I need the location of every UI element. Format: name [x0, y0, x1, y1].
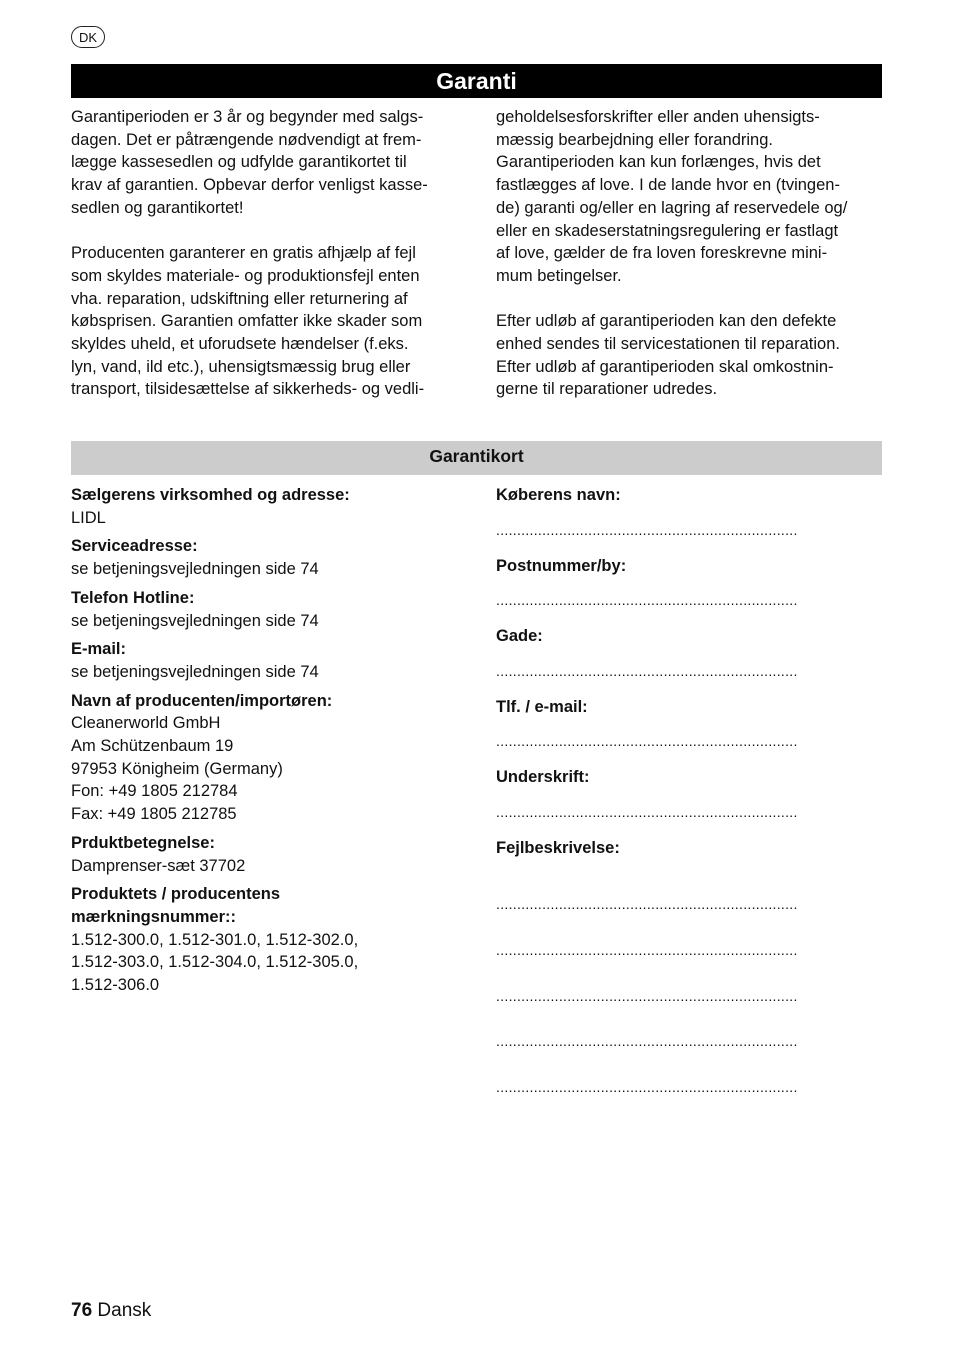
intro-paragraph: geholdelsesforskrifter eller anden uhensigts- mæssig bearbejdning eller forandring. Garantiperioden kan kun forlænges, hvis det fastlægges af love. I de lande hvor en (tvingen- de) garanti og/eller en lagring af reservedele og/ eller en skadeserstatningsregulering er fastlagt af love, gælder de fra loven foreskrevne mini- mum betingelser. [496, 108, 848, 285]
field-label: Serviceadresse: [71, 537, 198, 556]
intro-paragraph: Efter udløb af garantiperioden kan den defekte enhed sendes til servicestationen til reparation. Efter udløb af garantiperioden skal omkostnin- gerne til reparationer udredes. [496, 312, 840, 399]
fill-in-line[interactable]: ........................................................................ [496, 592, 798, 609]
fill-in-line[interactable]: ........................................................................ [496, 803, 798, 820]
seller-block [71, 832, 471, 877]
field-label: Underskrift: [496, 768, 590, 786]
buyer-form [496, 484, 882, 1099]
fill-in-line[interactable]: ........................................................................ [496, 896, 798, 913]
buyer-name-field [496, 484, 882, 555]
field-value: se betjeningsvejledningen side 74 [71, 560, 319, 579]
field-label: Postnummer/by: [496, 556, 627, 575]
seller-block [71, 883, 471, 997]
field-value: Damprenser-sæt 37702 [71, 856, 246, 875]
postcode-city-field [496, 555, 882, 626]
field-label: Telefon Hotline: [71, 588, 195, 607]
field-value: se betjeningsvejledningen side 74 [71, 662, 319, 681]
fill-in-line[interactable]: ........................................................................ [496, 733, 798, 750]
intro-paragraph: Producenten garanterer en gratis afhjælp af fejl som skyldes materiale- og produktionsfejl enten vha. reparation, udskiftning eller returnering af købsprisen. Garantien omfatter ikke skader som skyldes uheld, et uforudsete hændelser (f.eks. lyn, vand, ild etc.), uhensigtsmæssig brug eller transport, tilsidesættelse af sikkerheds- og vedli- [71, 244, 425, 399]
field-label: Produktets / producentens mærkningsnummer:: [71, 885, 281, 926]
country-badge: DK [71, 26, 105, 48]
field-label: Tlf. / e-mail: [496, 697, 588, 716]
language-label: Dansk [97, 1300, 152, 1321]
seller-block [71, 587, 471, 632]
fill-in-line[interactable]: ........................................................................ [496, 987, 798, 1004]
intro-right-column [496, 106, 886, 401]
fill-in-line[interactable]: ........................................................................ [496, 1079, 798, 1096]
fill-in-line[interactable]: ........................................................................ [496, 662, 798, 679]
field-label: Sælgerens virksomhed og adresse: [71, 486, 350, 504]
fill-in-line[interactable]: ........................................................................ [496, 941, 798, 958]
field-label: Gade: [496, 627, 543, 645]
page-footer [71, 1300, 151, 1322]
field-value: se betjeningsvejledningen side 74 [71, 611, 319, 630]
street-field [496, 625, 882, 696]
page-number: 76 [71, 1300, 93, 1321]
field-label: E-mail: [71, 640, 127, 659]
field-label: Prduktbetegnelse: [71, 833, 215, 852]
seller-block [71, 535, 471, 580]
page-title: Garanti [71, 64, 882, 98]
intro-paragraph: Garantiperioden er 3 år og begynder med salgs- dagen. Det er påtrængende nødvendigt at frem- lægge kassesedlen og udfylde garantikortet til krav af garantien. Opbevar derfor venligst kasse- sedlen og garantikortet! [71, 108, 428, 217]
fill-in-line[interactable]: ........................................................................ [496, 521, 798, 538]
field-value: LIDL [71, 508, 106, 527]
field-value: Cleanerworld GmbH Am Schützenbaum 19 97953 Königheim (Germany) Fon: +49 1805 212784 Fax: +49 1805 212785 [71, 714, 283, 824]
field-label: Køberens navn: [496, 486, 621, 504]
intro-left-column [71, 106, 461, 401]
seller-block [71, 690, 471, 826]
seller-block [71, 484, 471, 529]
seller-info [71, 484, 471, 1003]
fault-description-field [496, 837, 882, 1099]
phone-email-field [496, 696, 882, 767]
field-value: 1.512-300.0, 1.512-301.0, 1.512-302.0, 1.512-303.0, 1.512-304.0, 1.512-305.0, 1.512-306.0 [71, 930, 359, 995]
fill-in-line[interactable]: ........................................................................ [496, 1033, 798, 1050]
warranty-card-title: Garantikort [71, 441, 882, 475]
signature-field [496, 766, 882, 837]
seller-block [71, 638, 471, 683]
field-label: Fejlbeskrivelse: [496, 838, 620, 857]
field-label: Navn af producenten/importøren: [71, 691, 333, 710]
